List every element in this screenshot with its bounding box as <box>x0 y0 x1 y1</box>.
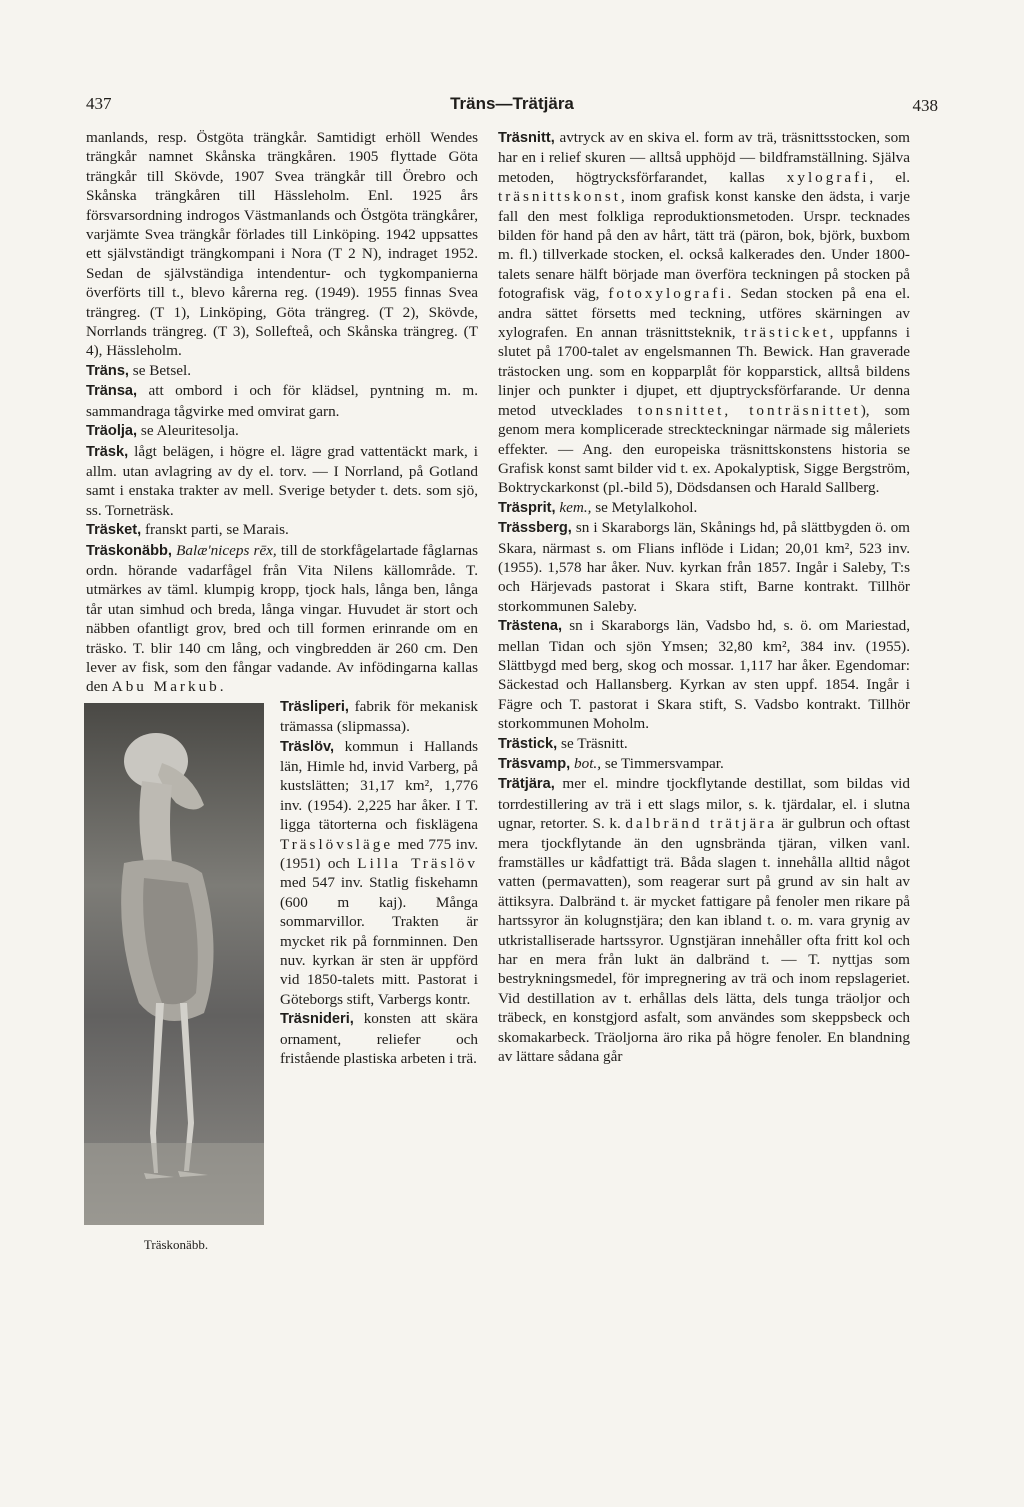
page-header <box>86 94 938 118</box>
running-title: Träns—Trätjära <box>450 94 574 113</box>
entry-text: ), som genom mera komplicerade streckteckningar närmade sig måleriets effekter. — Ang. den europeiska träsnittskonstens historia se Grafisk konst samt bilder vid t. ex. Apokalyptisk, Sigge Bergström, Boktryckarkonst (pl.-bild 5), Dödsdansen och Harald Sallberg. <box>498 401 910 497</box>
entry-text: sn i Skaraborgs län, Vadsbo hd, s. ö. om Mariestad, mellan Tidan och sjön Ymsen; 32,80 km², 384 inv. (1955). Slättbygd med berg, skog och mossar. 1,117 har åker. Egendomar: Säckestad och Hallansberg. Kyrkan av sten uppf. 1854. Ingår i Fägre och T. pastorat i Skara stift, S. Vadsbo kontrakt. Tillhör storkommunen Moholm. <box>498 617 910 733</box>
entry-headword: Tränsa, <box>86 383 138 400</box>
entry-text: , uppfanns i slutet på 1700-talet av engelsmannen Th. Bewick. Han graverade trästocken ung. som en kopparplåt för kopparstick, alltså bildens linjer och punkter i djupet, ett djuptrycksförfarande. Ur denna metod utvecklades <box>498 324 910 419</box>
entry-text: se Betsel. <box>129 361 192 379</box>
spaced-term: xylografi <box>786 168 870 186</box>
entry-text: mer el. mindre tjockflytande destillat, som bildas vid torrdestillering av trä i ett slags milor, s. k. tjärdalar, el. i slutna ugnar, retorter. S. k. <box>498 775 910 833</box>
entry-text: , inom grafisk konst kanske den ädsta, i varje fall den mest folkliga reproduktionsmetoden. Urspr. tecknades bilden för hand på den av hårt, tätt trä (päron, bok, björk, buxbom m. fl.) tillverkade stocken, el. också kalkerades den. Under 1800-talets senare hälft började man överföra teckningen på stocken på fotografisk väg, <box>498 188 910 303</box>
shoebill-photo <box>84 703 264 1225</box>
entry-traolja <box>86 421 478 441</box>
entry-text: se Träsnitt. <box>557 734 628 752</box>
entry-text: se Metylalkohol. <box>591 498 698 516</box>
entry-headword: Träsk, <box>86 443 129 460</box>
entry-headword: Trätjära, <box>498 776 555 793</box>
entry-trasprit <box>498 498 910 518</box>
entry-text: sn i Skaraborgs län, Skånings hd, på slättbygden ö. om Skara, närmast s. om Flians inflöde i Lidan; 20,01 km², 523 inv. (1955). 1,578 har åker. Nuv. kyrkan från 1857. Ingår i Saleby, T:s och Härjevads pastorat i Skara stift, Barne kontrakt. Tillhör storkommunen Saleby. <box>498 519 910 615</box>
left-column <box>86 128 478 1263</box>
entry-headword: Träsvamp, <box>498 756 571 772</box>
entry-headword: Träskonäbb, <box>86 542 172 559</box>
entry-text: med 775 inv. (1951) och <box>280 835 478 873</box>
entry-text: med 547 inv. Statlig fiskehamn (600 m kaj). Många sommarvillor. Trakten är mycket rik på fornminnen. Den nuv. kyrkan är sten är uppförd vid 1850-talets mitt. Pastorat i Göteborgs stift, Varbergs kontr. <box>280 874 478 1008</box>
spaced-term: dalbränd trätjära <box>625 815 778 833</box>
spaced-term: träsnittskonst <box>498 188 622 206</box>
entry-headword: Träsnitt, <box>498 130 555 146</box>
entry-headword: Träsnideri, <box>280 1011 354 1028</box>
entry-text: franskt parti, se Marais. <box>141 521 289 539</box>
page-number-right: 438 <box>912 96 938 115</box>
entry-trasnitt <box>498 128 910 498</box>
entry-trasvamp <box>498 754 910 774</box>
subject-label: kem., <box>555 498 592 516</box>
entry-trastena <box>498 616 910 733</box>
entry-headword: Träsprit, <box>498 499 556 516</box>
entry-headword: Träslöv, <box>280 738 335 755</box>
entry-trastick <box>498 734 910 754</box>
entry-headword: Träns, <box>86 362 129 379</box>
entry-trans <box>86 361 478 381</box>
spaced-term: tonsnittet, tonträsnittet <box>637 401 861 419</box>
spaced-term: fotoxylografi <box>608 285 728 303</box>
subject-label: bot., <box>570 755 602 772</box>
entry-continuation: manlands, resp. Östgöta trängkår. Samtidigt erhöll Wendes trängkår namnet Skånska trängkåren. 1905 flyttade Göta trängkår till Skövde, 1907 Svea trängkår till Örebro och Skånska trängkåren till Hässleholm. Enl. 1925 års försvarsordning indrogos Västmanlands och Östgöta trängkårer, varjämte Svea trängkår förlades till Linköping. 1942 uppsattes ett självständigt trängkompani i Nora (T 2 N), indraget 1952. Sedan de självständiga intendentur- och tygkompanierna överförts till t., blevo kårerna reg. (1949). 1955 finnas Svea trängreg. (T 1), Linköping, Göta trängreg. (T 2), Skövde, Norrlands trängreg. (T 3), Sollefteå, och Skånska trängreg. (T 4), Hässleholm. <box>86 129 478 360</box>
spaced-term: Träslövsläge <box>280 835 394 853</box>
entry-headword: Trästick, <box>498 735 558 752</box>
spaced-term: Lilla Träslöv <box>357 855 478 873</box>
entry-tratjara <box>498 774 910 1066</box>
entry-text: se Aleuritesolja. <box>137 422 239 440</box>
entry-text: att ombord i och för klädsel, pyntning m. m. sammandraga tågvirke med omvirat garn. <box>86 382 478 420</box>
entry-text: är gulbrun och oftast mera tjockflytande än den ugnsbrända tjäran, vilken vanl. framställes ur kådfattigt trä. Båda slagen t. innehålla alltid något vatten (permavatten), som reagerar surt på grund av sin halt av ättiksyra. Dalbränd t. är mycket fattigare på fenoler men rikare på hartssyror än kolugnstjära; den kan ibland t. o. m. vara grynig av utkristalliserade hartssyror. Ugnstjäran innehåller ofta fritt kol och har en mera från lukt än dalbränd t. — T. nyttjas som bestrykningsmedel, för impregnering av trä och inom repslageriet. Vid destillation av t. erhållas dels lätta, dels tunga träoljor och träbeck, en konstgjord asfalt, som användes som skeppsbeck och skomakarbeck. Träoljorna äro rika på högre fenoler. En blandning av lättare sådana går <box>498 815 910 1066</box>
entry-text: lågt belägen, i högre el. lägre grad vattentäckt mark, i allm. utan avlagring av dy el. torv. — I Norrland, på Gotland samt i enstaka trakter av mell. Sverige betyder t. dets. som sjö, ss. Torneträsk. <box>86 442 478 519</box>
entry-trask <box>86 442 478 521</box>
figure-caption: Träskonäbb. <box>143 1236 209 1252</box>
entry-headword: Träolja, <box>86 423 138 440</box>
right-column <box>498 128 910 1067</box>
entry-headword: Träsket, <box>86 522 142 539</box>
entry-traskonabb <box>86 541 478 697</box>
entry-trassberg <box>498 518 910 616</box>
entry-text: , el. <box>869 168 910 186</box>
entry-text: fabrik för mekanisk trämassa (slipmassa). <box>280 697 478 736</box>
spaced-term: trästicket <box>743 324 830 342</box>
entry-trasket <box>86 520 478 540</box>
entry-transa <box>86 381 478 421</box>
entry-text: kommun i Hallands län, Himle hd, invid Varberg, på kustslätten; 31,17 km², 1,776 inv. (1954). 2,225 har åker. I T. ligga tätorterna och fisklägena <box>280 737 478 834</box>
page-number-left: 437 <box>86 94 112 113</box>
entry-headword: Trässberg, <box>498 520 572 537</box>
shoebill-bird-icon <box>84 703 264 1225</box>
entry-text: konsten att skära ornament, reliefer och fristående plastiska arbeten i trä. <box>280 1010 478 1068</box>
figure-shoebill <box>84 703 268 1263</box>
entry-text: avtryck av en skiva el. form av trä, träsnittsstocken, som har en i relief skuren — alltså upphöjd — bildframställning. Själva metoden, högtrycksförfarandet, kallas <box>498 129 910 186</box>
entry-text: till de storkfågelartade fåglarnas ordn. hörande vadarfågel från Vita Nilens källområde. T. utmärkes av täml. klumpig kropp, tjock hals, långa ben, långa tår utan simhud och breda, långa vingar. Huvudet är stort och näbben ofantligt grov, bred och till formen erinrande om en träsko. T. blir 140 cm lång, och vingbredden är 260 cm. Den lever av fisk, som den fångar vadande. Av infödingarna kallas den <box>86 541 478 696</box>
entry-headword: Träsliperi, <box>280 698 349 715</box>
entry-text: . Sedan stocken på ena el. andra sättet försetts med teckning, utföres skärningen av xylografen. En annan träsnittsteknik, <box>498 285 910 342</box>
spaced-term: Abu Markub. <box>111 678 227 696</box>
entry-headword: Trästena, <box>498 618 563 635</box>
latin-name: Balæ'niceps rēx, <box>176 541 277 559</box>
entry-text: se Timmersvampar. <box>601 755 724 772</box>
